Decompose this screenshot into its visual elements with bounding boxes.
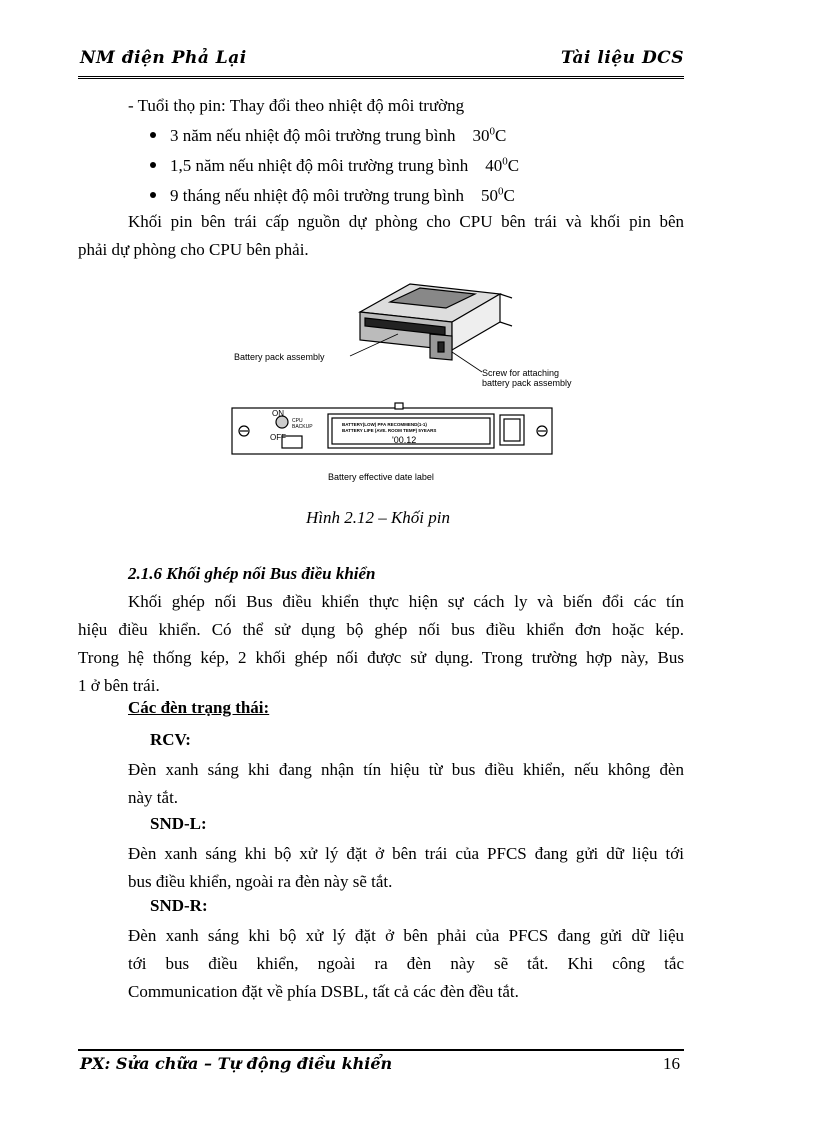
battery-text-2: BATTERY LIFE (AVE. ROOM TEMP) 5YEARS: [342, 428, 437, 433]
header-left: NM điện Phả Lại: [80, 48, 247, 68]
section-para-line: 1 ở bên trái.: [78, 676, 160, 695]
header-rule: [78, 76, 684, 79]
bullet-dot-icon: [150, 162, 156, 168]
bullet-item: 3 năm nếu nhiệt độ môi trường trung bình $30^0C$: [150, 122, 506, 150]
switch-backup-label: BACKUP: [292, 424, 313, 430]
label-date: Battery effective date label: [328, 472, 434, 482]
battery-pack-drawing: [360, 284, 512, 360]
battery-figure: [220, 272, 600, 492]
label-assembly: Battery pack assembly: [234, 352, 325, 362]
sndr-text: Đèn xanh sáng khi bộ xử lý đặt ở bên phải của PFCS đang gửi dữ liệu: [128, 926, 684, 945]
bullet-item: 1,5 năm nếu nhiệt độ môi trường trung bình $40^0C$: [150, 152, 519, 180]
sndr-text: tới bus điều khiển, ngoài ra đèn này sẽ tắt. Khi công tắc: [128, 954, 684, 973]
rcv-text: Đèn xanh sáng khi đang nhận tín hiệu từ bus điều khiển, nếu không đèn: [128, 760, 684, 779]
sndr-text: Communication đặt về phía DSBL, tất cả các đèn đều tắt.: [128, 982, 519, 1001]
header-right: Tài liệu DCS: [561, 48, 684, 68]
section-para-line: Khối ghép nối Bus điều khiển thực hiện sự cách ly và biến đổi các tín: [128, 592, 684, 611]
footer-rule: [78, 1049, 684, 1051]
intro-line: - Tuổi thọ pin: Thay đổi theo nhiệt độ môi trường: [128, 96, 465, 115]
leader-line: [452, 352, 482, 372]
rcv-text: này tắt.: [128, 788, 179, 807]
sndl-text: Đèn xanh sáng khi bộ xử lý đặt ở bên trái của PFCS đang gửi dữ liệu tới: [128, 844, 684, 863]
section-para-line: hiệu điều khiển. Có thể sử dụng bộ ghép nối bus điều khiển đơn hoặc kép.: [78, 620, 684, 639]
battery-date: '00.12: [392, 435, 417, 445]
sndl-text: bus điều khiển, ngoài ra đèn này sẽ tắt.: [128, 872, 393, 891]
switch-cpu-label: CPU: [292, 418, 303, 424]
rcv-label: RCV:: [150, 730, 191, 749]
figure-caption: Hình 2.12 – Khối pin: [305, 508, 451, 527]
switch-on-label: ON: [272, 409, 284, 418]
section-title: 2.1.6 Khối ghép nối Bus điều khiển: [128, 564, 376, 583]
footer-left: PX: Sửa chữa – Tự động điều khiển: [80, 1054, 393, 1073]
para1-line1: Khối pin bên trái cấp nguồn dự phòng cho CPU bên trái và khối pin bên: [128, 212, 684, 231]
battery-text-1: BATTERY(LOW) PFA RECOMMEND(1-1): [342, 422, 427, 427]
bullet-dot-icon: [150, 132, 156, 138]
status-heading: Các đèn trạng thái:: [128, 698, 270, 717]
sndl-label: SND-L:: [150, 814, 207, 833]
bullet-dot-icon: [150, 192, 156, 198]
switch-off-label: OFF: [270, 433, 286, 442]
page-number: 16: [663, 1054, 680, 1073]
bullet-item: 9 tháng nếu nhiệt độ môi trường trung bình $50^0C$: [150, 182, 515, 210]
sndr-label: SND-R:: [150, 896, 208, 915]
label-screw-1: Screw for attaching: [482, 368, 560, 378]
section-para-line: Trong hệ thống kép, 2 khối ghép nối được sử dụng. Trong trường hợp này, Bus: [78, 648, 684, 667]
label-screw-2: battery pack assembly: [482, 378, 572, 388]
para1-line2: phải dự phòng cho CPU bên phải.: [78, 240, 309, 259]
